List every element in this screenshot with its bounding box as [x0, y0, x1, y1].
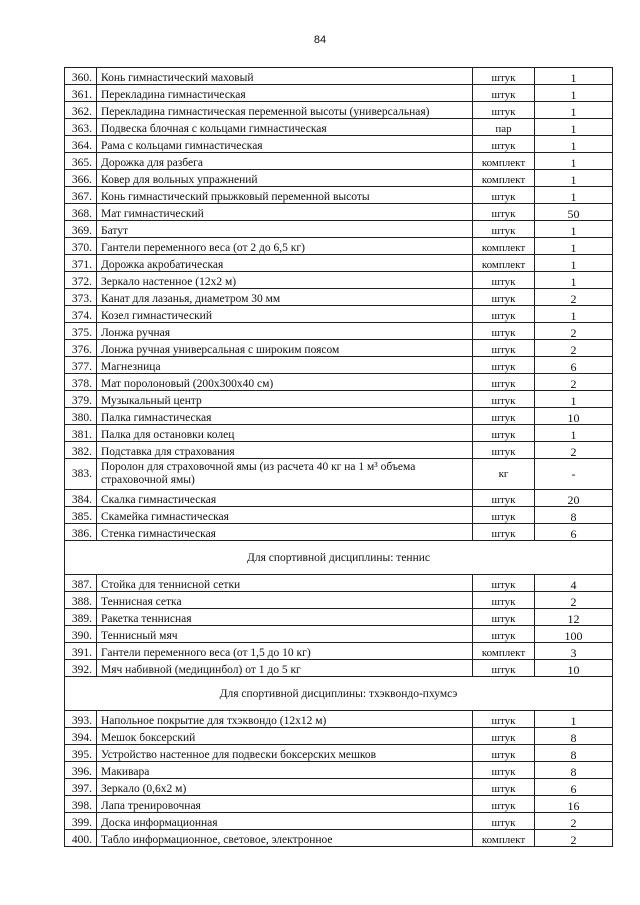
item-name: Дорожка для разбега	[97, 153, 473, 170]
unit-of-measure: комплект	[473, 830, 535, 847]
quantity: 1	[535, 391, 613, 408]
row-number: 385.	[65, 507, 97, 524]
unit-of-measure: штук	[473, 728, 535, 745]
row-number: 375.	[65, 323, 97, 340]
unit-of-measure: штук	[473, 507, 535, 524]
item-name: Лонжа ручная	[97, 323, 473, 340]
item-name: Доска информационная	[97, 813, 473, 830]
item-name: Макивара	[97, 762, 473, 779]
item-name: Зеркало настенное (12х2 м)	[97, 272, 473, 289]
table-row	[65, 153, 613, 170]
quantity: 8	[535, 507, 613, 524]
item-name: Гантели переменного веса (от 2 до 6,5 кг)	[97, 238, 473, 255]
table-row	[65, 85, 613, 102]
quantity: 1	[535, 187, 613, 204]
item-name: Поролон для страховочной ямы (из расчета 40 кг на 1 м³ объема страховочной ямы)	[97, 459, 473, 490]
row-number: 371.	[65, 255, 97, 272]
unit-of-measure: штук	[473, 408, 535, 425]
quantity: 1	[535, 102, 613, 119]
unit-of-measure: штук	[473, 796, 535, 813]
row-number: 368.	[65, 204, 97, 221]
row-number: 369.	[65, 221, 97, 238]
unit-of-measure: штук	[473, 85, 535, 102]
row-number: 363.	[65, 119, 97, 136]
quantity: 6	[535, 779, 613, 796]
table-row	[65, 204, 613, 221]
row-number: 382.	[65, 442, 97, 459]
equipment-table	[64, 67, 613, 847]
item-name: Дорожка акробатическая	[97, 255, 473, 272]
quantity: 1	[535, 153, 613, 170]
quantity: 10	[535, 660, 613, 677]
row-number: 394.	[65, 728, 97, 745]
row-number: 398.	[65, 796, 97, 813]
row-number: 384.	[65, 490, 97, 507]
row-number: 374.	[65, 306, 97, 323]
table-row	[65, 643, 613, 660]
item-name: Теннисная сетка	[97, 592, 473, 609]
row-number: 397.	[65, 779, 97, 796]
section-title: Для спортивной дисциплины: теннис	[65, 541, 613, 575]
item-name: Рама с кольцами гимнастическая	[97, 136, 473, 153]
quantity: 1	[535, 272, 613, 289]
item-name: Лапа тренировочная	[97, 796, 473, 813]
unit-of-measure: штук	[473, 442, 535, 459]
item-name: Конь гимнастический прыжковый переменной высоты	[97, 187, 473, 204]
table-row	[65, 728, 613, 745]
row-number: 387.	[65, 575, 97, 592]
unit-of-measure: штук	[473, 357, 535, 374]
item-name: Палка гимнастическая	[97, 408, 473, 425]
unit-of-measure: штук	[473, 813, 535, 830]
table-row	[65, 592, 613, 609]
quantity: 6	[535, 524, 613, 541]
section-header-row	[65, 677, 613, 711]
unit-of-measure: штук	[473, 374, 535, 391]
item-name: Ракетка теннисная	[97, 609, 473, 626]
row-number: 364.	[65, 136, 97, 153]
quantity: 1	[535, 221, 613, 238]
equipment-table-body	[65, 68, 613, 847]
row-number: 393.	[65, 711, 97, 728]
quantity: 2	[535, 289, 613, 306]
row-number: 391.	[65, 643, 97, 660]
item-name: Теннисный мяч	[97, 626, 473, 643]
row-number: 362.	[65, 102, 97, 119]
table-row	[65, 221, 613, 238]
item-name: Стенка гимнастическая	[97, 524, 473, 541]
quantity: 2	[535, 374, 613, 391]
quantity: 2	[535, 442, 613, 459]
unit-of-measure: штук	[473, 306, 535, 323]
table-row	[65, 609, 613, 626]
unit-of-measure: комплект	[473, 153, 535, 170]
unit-of-measure: штук	[473, 187, 535, 204]
row-number: 379.	[65, 391, 97, 408]
row-number: 396.	[65, 762, 97, 779]
item-name: Скамейка гимнастическая	[97, 507, 473, 524]
unit-of-measure: штук	[473, 575, 535, 592]
unit-of-measure: штук	[473, 660, 535, 677]
item-name: Козел гимнастический	[97, 306, 473, 323]
table-row	[65, 238, 613, 255]
quantity: 1	[535, 425, 613, 442]
unit-of-measure: комплект	[473, 643, 535, 660]
row-number: 372.	[65, 272, 97, 289]
row-number: 380.	[65, 408, 97, 425]
quantity: 1	[535, 306, 613, 323]
row-number: 388.	[65, 592, 97, 609]
item-name: Зеркало (0,6х2 м)	[97, 779, 473, 796]
table-row	[65, 119, 613, 136]
item-name: Магнезница	[97, 357, 473, 374]
item-name: Табло информационное, световое, электронное	[97, 830, 473, 847]
unit-of-measure: комплект	[473, 255, 535, 272]
table-row	[65, 459, 613, 490]
unit-of-measure: штук	[473, 592, 535, 609]
table-row	[65, 813, 613, 830]
unit-of-measure: штук	[473, 609, 535, 626]
unit-of-measure: штук	[473, 272, 535, 289]
item-name: Мяч набивной (медицинбол) от 1 до 5 кг	[97, 660, 473, 677]
item-name: Мат поролоновый (200х300х40 см)	[97, 374, 473, 391]
quantity: 100	[535, 626, 613, 643]
unit-of-measure: штук	[473, 323, 535, 340]
row-number: 386.	[65, 524, 97, 541]
unit-of-measure: штук	[473, 425, 535, 442]
unit-of-measure: штук	[473, 204, 535, 221]
item-name: Канат для лазанья, диаметром 30 мм	[97, 289, 473, 306]
quantity: -	[535, 459, 613, 490]
unit-of-measure: штук	[473, 524, 535, 541]
item-name: Мешок боксерский	[97, 728, 473, 745]
row-number: 399.	[65, 813, 97, 830]
table-row	[65, 357, 613, 374]
item-name: Скалка гимнастическая	[97, 490, 473, 507]
quantity: 16	[535, 796, 613, 813]
item-name: Ковер для вольных упражнений	[97, 170, 473, 187]
quantity: 2	[535, 830, 613, 847]
row-number: 389.	[65, 609, 97, 626]
item-name: Перекладина гимнастическая	[97, 85, 473, 102]
quantity: 1	[535, 136, 613, 153]
table-row	[65, 323, 613, 340]
table-row	[65, 391, 613, 408]
unit-of-measure: штук	[473, 711, 535, 728]
row-number: 392.	[65, 660, 97, 677]
unit-of-measure: кг	[473, 459, 535, 490]
unit-of-measure: штук	[473, 289, 535, 306]
unit-of-measure: штук	[473, 391, 535, 408]
row-number: 377.	[65, 357, 97, 374]
table-row	[65, 187, 613, 204]
unit-of-measure: штук	[473, 745, 535, 762]
table-row	[65, 136, 613, 153]
table-row	[65, 272, 613, 289]
row-number: 383.	[65, 459, 97, 490]
quantity: 8	[535, 762, 613, 779]
row-number: 365.	[65, 153, 97, 170]
quantity: 1	[535, 68, 613, 85]
table-row	[65, 575, 613, 592]
unit-of-measure: штук	[473, 626, 535, 643]
unit-of-measure: штук	[473, 779, 535, 796]
row-number: 400.	[65, 830, 97, 847]
table-row	[65, 289, 613, 306]
unit-of-measure: штук	[473, 136, 535, 153]
quantity: 1	[535, 119, 613, 136]
table-row	[65, 507, 613, 524]
unit-of-measure: штук	[473, 762, 535, 779]
quantity: 12	[535, 609, 613, 626]
row-number: 378.	[65, 374, 97, 391]
unit-of-measure: штук	[473, 221, 535, 238]
table-row	[65, 340, 613, 357]
quantity: 8	[535, 745, 613, 762]
quantity: 1	[535, 238, 613, 255]
row-number: 366.	[65, 170, 97, 187]
item-name: Устройство настенное для подвески боксерских мешков	[97, 745, 473, 762]
item-name: Гантели переменного веса (от 1,5 до 10 кг)	[97, 643, 473, 660]
quantity: 2	[535, 813, 613, 830]
quantity: 1	[535, 711, 613, 728]
row-number: 370.	[65, 238, 97, 255]
table-row	[65, 660, 613, 677]
quantity: 8	[535, 728, 613, 745]
quantity: 1	[535, 170, 613, 187]
row-number: 361.	[65, 85, 97, 102]
quantity: 6	[535, 357, 613, 374]
item-name: Палка для остановки колец	[97, 425, 473, 442]
table-row	[65, 796, 613, 813]
item-name: Музыкальный центр	[97, 391, 473, 408]
section-title: Для спортивной дисциплины: тхэквондо-пхумсэ	[65, 677, 613, 711]
row-number: 376.	[65, 340, 97, 357]
table-row	[65, 306, 613, 323]
unit-of-measure: штук	[473, 340, 535, 357]
quantity: 1	[535, 85, 613, 102]
table-row	[65, 711, 613, 728]
row-number: 395.	[65, 745, 97, 762]
table-row	[65, 442, 613, 459]
item-name: Подставка для страхования	[97, 442, 473, 459]
item-name: Мат гимнастический	[97, 204, 473, 221]
unit-of-measure: комплект	[473, 170, 535, 187]
row-number: 390.	[65, 626, 97, 643]
quantity: 2	[535, 592, 613, 609]
unit-of-measure: пар	[473, 119, 535, 136]
quantity: 1	[535, 255, 613, 272]
table-row	[65, 524, 613, 541]
item-name: Лонжа ручная универсальная с широким поясом	[97, 340, 473, 357]
unit-of-measure: штук	[473, 102, 535, 119]
table-row	[65, 374, 613, 391]
item-name: Стойка для теннисной сетки	[97, 575, 473, 592]
table-row	[65, 779, 613, 796]
item-name: Перекладина гимнастическая переменной высоты (универсальная)	[97, 102, 473, 119]
quantity: 3	[535, 643, 613, 660]
table-row	[65, 408, 613, 425]
row-number: 381.	[65, 425, 97, 442]
table-row	[65, 490, 613, 507]
table-row	[65, 68, 613, 85]
item-name: Напольное покрытие для тхэквондо (12х12 м)	[97, 711, 473, 728]
quantity: 2	[535, 323, 613, 340]
item-name: Подвеска блочная с кольцами гимнастическая	[97, 119, 473, 136]
row-number: 373.	[65, 289, 97, 306]
table-row	[65, 102, 613, 119]
table-row	[65, 170, 613, 187]
table-row	[65, 255, 613, 272]
table-row	[65, 762, 613, 779]
table-row	[65, 830, 613, 847]
row-number: 360.	[65, 68, 97, 85]
quantity: 10	[535, 408, 613, 425]
row-number: 367.	[65, 187, 97, 204]
quantity: 2	[535, 340, 613, 357]
item-name: Батут	[97, 221, 473, 238]
quantity: 4	[535, 575, 613, 592]
table-row	[65, 626, 613, 643]
table-row	[65, 425, 613, 442]
unit-of-measure: комплект	[473, 238, 535, 255]
table-row	[65, 745, 613, 762]
item-name: Конь гимнастический маховый	[97, 68, 473, 85]
unit-of-measure: штук	[473, 490, 535, 507]
quantity: 50	[535, 204, 613, 221]
unit-of-measure: штук	[473, 68, 535, 85]
quantity: 20	[535, 490, 613, 507]
section-header-row	[65, 541, 613, 575]
page-number: 84	[313, 34, 327, 46]
